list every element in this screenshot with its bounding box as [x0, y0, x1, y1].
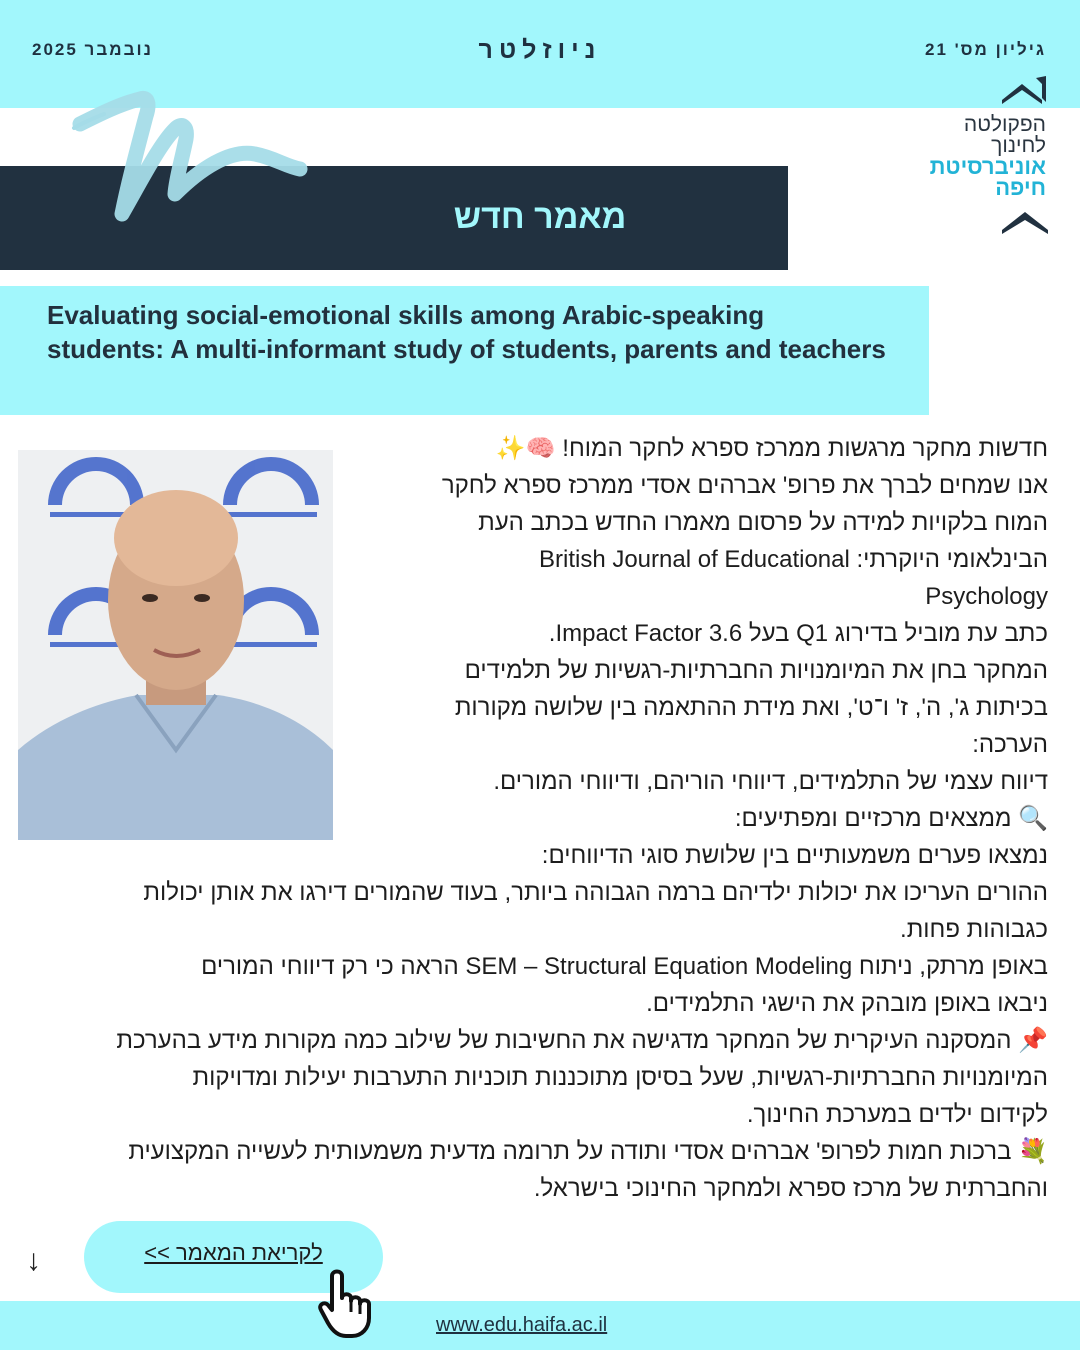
- body-line: Psychology: [925, 583, 1048, 610]
- conclusion-line: 📌 המסקנה העיקרית של המחקר מדגישה את החשיבות של שילוב כמה מקורות מידע בהערכת: [116, 1027, 1048, 1054]
- body-line: ההורים העריכו את יכולות ילדיהם ברמה הגבוהה ביותר, בעוד שהמורים דירגו את אותן יכולות: [143, 879, 1048, 906]
- article-title-box: [0, 286, 929, 415]
- logo-faculty-line2: לחינוך: [991, 134, 1046, 157]
- read-article-link[interactable]: לקריאת המאמר >>: [144, 1240, 323, 1265]
- issue-number: גיליון מס' 21: [924, 40, 1046, 59]
- pointer-hand-icon: [318, 1268, 388, 1340]
- logo-faculty-line1: הפקולטה: [963, 113, 1046, 136]
- newsletter-title: ניוזלטר: [478, 36, 602, 64]
- faculty-logo: [930, 114, 1046, 198]
- logo-university-line1: אוניברסיטת: [929, 154, 1046, 179]
- logo-university-line2: חיפה: [995, 175, 1046, 200]
- logo-chevron-top-icon: [1000, 76, 1048, 104]
- body-line: דיווח עצמי של התלמידים, דיווחי הוריהם, ודיווחי המורים.: [493, 768, 1048, 795]
- body-line: לקידום ילדים במערכת החינוך.: [746, 1101, 1048, 1128]
- body-line: המחקר בחן את המיומנויות החברתיות-רגשיות של תלמידים: [464, 657, 1048, 684]
- body-line: והחברתית של מרכז ספרא ולמחקר החינוכי בישראל.: [533, 1175, 1048, 1202]
- website-link[interactable]: www.edu.haifa.ac.il: [436, 1314, 608, 1336]
- body-line: כגבוהות פחות.: [900, 916, 1048, 943]
- body-headline: חדשות מחקר מרגשות ממרכז ספרא לחקר המוח! 🧠✨: [495, 435, 1048, 462]
- body-line: באופן מרתק, ניתוח SEM – Structural Equation Modeling הראה כי רק דיווחי המורים: [201, 953, 1048, 980]
- body-line: המוח בלקויות למידה על פרסום מאמרו החדש בכתב העת: [478, 509, 1048, 536]
- arrow-down-icon: ↓: [26, 1244, 41, 1277]
- body-line: כתב עת מוביל בדירוג Q1 בעל Impact Factor 3.6.: [548, 620, 1048, 647]
- body-line: הערכה:: [972, 731, 1048, 758]
- body-line: הבינלאומי היוקרתי: British Journal of Educational: [538, 546, 1048, 573]
- findings-heading: 🔍 ממצאים מרכזיים ומפתיעים:: [734, 805, 1048, 832]
- body-line: נמצאו פערים משמעותיים בין שלושת סוגי הדיווחים:: [541, 842, 1048, 869]
- body-line: ניבאו באופן מובהק את הישגי התלמידים.: [646, 990, 1048, 1017]
- body-line: המיומנויות החברתיות-רגשיות, שעל בסיסן מתוכננות תוכניות התערבות יעילות ומדויקות: [192, 1064, 1048, 1091]
- article-body: [48, 430, 1048, 1207]
- article-title: Evaluating social-emotional skills among Arabic-speaking students: A multi-informant study of students, parents and teachers: [47, 300, 886, 364]
- banner-label: מאמר חדש: [453, 198, 627, 236]
- issue-date: נובמבר 2025: [32, 40, 153, 59]
- body-line: בכיתות ג', ה', ז' ו־ט', ואת מידת ההתאמה בין שלושה מקורות: [454, 694, 1048, 721]
- body-line: אנו שמחים לברך את פרופ' אברהים אסדי ממרכז ספרא לחקר: [441, 472, 1048, 499]
- congrats-line: 💐 ברכות חמות לפרופ' אברהים אסדי ותודה על תרומה מדעית משמעותית לעשייה המקצועית: [128, 1138, 1048, 1165]
